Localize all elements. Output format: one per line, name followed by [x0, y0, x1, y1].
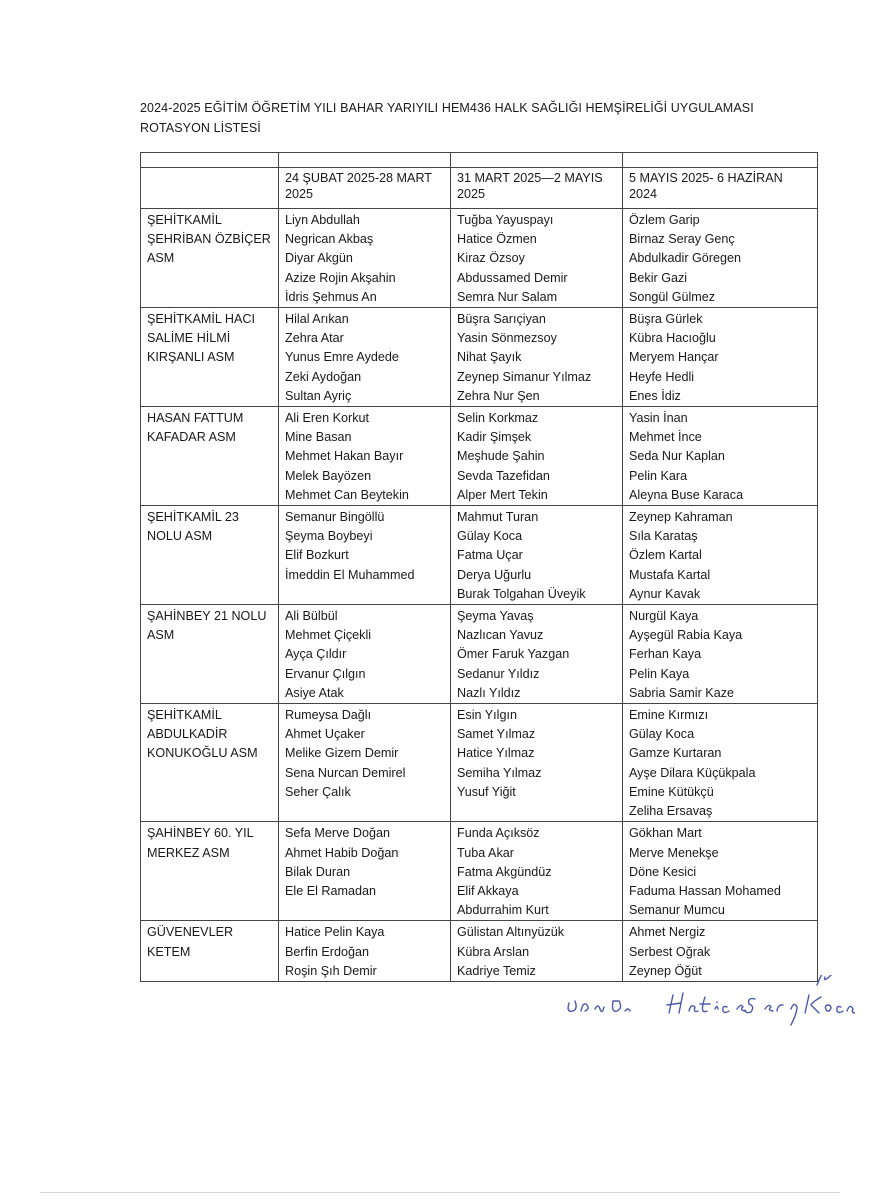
period-3: 5 MAYIS 2025- 6 HAZİRAN 2024 — [623, 168, 818, 209]
health-center-name: GÜVENEVLER KETEM — [141, 921, 279, 982]
student-group-period-2 — [451, 605, 623, 704]
student-group-period-3 — [623, 506, 818, 605]
student-name: Melike Gizem Demir — [285, 746, 399, 761]
student-name: Selin Korkmaz — [457, 411, 539, 426]
student-name: Meryem Hançar — [629, 350, 719, 365]
health-center-name: ŞEHİTKAMİL ABDULKADİR KONUKOĞLU ASM — [141, 704, 279, 822]
student-name: Azize Rojin Akşahin — [285, 270, 396, 285]
center-row — [141, 506, 818, 605]
student-name: Yasin Sönmezsoy — [457, 331, 557, 346]
student-name: Büşra Sarıçiyan — [457, 312, 546, 327]
scan-edge — [40, 1192, 840, 1193]
title-line-2: ROTASYON LİSTESİ — [140, 121, 261, 135]
student-name: Abdulkadir Göregen — [629, 251, 742, 266]
student-group-period-2 — [451, 704, 623, 822]
student-group-period-3 — [623, 822, 818, 921]
health-center-name: ŞAHİNBEY 60. YIL MERKEZ ASM — [141, 822, 279, 921]
student-name: Asiye Atak — [285, 685, 344, 700]
student-name: Elif Bozkurt — [285, 548, 349, 563]
student-name: Sultan Ayriç — [285, 388, 352, 403]
student-name: Fatma Uçar — [457, 548, 523, 563]
student-name: Berfin Erdoğan — [285, 944, 370, 959]
student-name: Gülistan Altınyüzük — [457, 925, 565, 940]
student-name: Sabria Samir Kaze — [629, 685, 734, 700]
student-name: Funda Açıksöz — [457, 826, 540, 841]
document-title — [140, 98, 820, 138]
period-2: 31 MART 2025—2 MAYIS 2025 — [451, 168, 623, 209]
student-name: Aleyna Buse Karaca — [629, 487, 744, 502]
student-name: Özlem Garip — [629, 213, 700, 227]
student-name: Kadriye Temiz — [457, 963, 536, 978]
student-name: Mehmet Hakan Bayır — [285, 449, 404, 464]
student-name: Nihat Şayık — [457, 350, 522, 365]
student-name: Kübra Arslan — [457, 944, 530, 959]
student-name: Sena Nurcan Demirel — [285, 765, 406, 780]
student-name: Zehra Nur Şen — [457, 388, 540, 403]
header-corner — [141, 168, 279, 209]
student-name: Heyfe Hedli — [629, 369, 695, 384]
student-name: Diyar Akgün — [285, 251, 353, 266]
student-group-period-2 — [451, 209, 623, 308]
student-name: Liyn Abdullah — [285, 213, 360, 227]
student-name: Hilal Arıkan — [285, 312, 349, 327]
student-name: Ayşegül Rabia Kaya — [629, 628, 743, 643]
student-name: Esin Yılgın — [457, 708, 517, 723]
student-group-period-1 — [279, 704, 451, 822]
health-center-name: ŞEHİTKAMİL 23 NOLU ASM — [141, 506, 279, 605]
student-name: Mehmet Çiçekli — [285, 628, 372, 643]
student-name: Alper Mert Tekin — [457, 487, 548, 502]
student-name: Melek Bayözen — [285, 468, 372, 483]
student-name: Hatice Pelin Kaya — [285, 925, 385, 940]
student-name: Mahmut Turan — [457, 510, 539, 525]
student-group-period-1 — [279, 308, 451, 407]
health-center-name: HASAN FATTUM KAFADAR ASM — [141, 407, 279, 506]
student-name: Mine Basan — [285, 430, 352, 445]
student-name: Pelin Kara — [629, 468, 688, 483]
student-name: Özlem Kartal — [629, 548, 702, 563]
student-name: Bekir Gazi — [629, 270, 688, 285]
center-row — [141, 308, 818, 407]
student-name: Ahmet Uçaker — [285, 727, 365, 742]
student-group-period-2 — [451, 308, 623, 407]
student-name: Gülay Koca — [457, 529, 523, 544]
student-group-period-3 — [623, 704, 818, 822]
student-group-period-3 — [623, 308, 818, 407]
student-group-period-3 — [623, 605, 818, 704]
student-name: İmeddin El Muhammed — [285, 567, 415, 582]
student-name: Mehmet Can Beytekin — [285, 487, 409, 502]
rotation-table — [140, 152, 818, 982]
student-name: Ahmet Nergiz — [629, 925, 706, 940]
student-name: Kiraz Özsoy — [457, 251, 525, 266]
student-name: Elif Akkaya — [457, 883, 519, 898]
student-name: Sefa Merve Doğan — [285, 826, 391, 841]
student-name: Ali Bülbül — [285, 609, 338, 624]
student-name: Songül Gülmez — [629, 289, 716, 304]
student-name: Seda Nur Kaplan — [629, 449, 725, 464]
student-name: Gamze Kurtaran — [629, 746, 722, 761]
student-name: Samet Yılmaz — [457, 727, 536, 742]
student-name: Yasin İnan — [629, 411, 688, 426]
student-name: Zeynep Öğüt — [629, 963, 702, 978]
student-name: Roşin Şıh Demir — [285, 963, 377, 978]
student-name: Sıla Karataş — [629, 529, 698, 544]
student-name: Pelin Kaya — [629, 666, 690, 681]
student-name: Sevda Tazefidan — [457, 468, 550, 483]
student-name: Seher Çalık — [285, 784, 351, 799]
student-name: Abdurrahim Kurt — [457, 903, 549, 918]
center-row — [141, 704, 818, 822]
student-name: Ahmet Habib Doğan — [285, 845, 399, 860]
student-name: Gökhan Mart — [629, 826, 702, 841]
student-name: Gülay Koca — [629, 727, 695, 742]
student-name: Sedanur Yıldız — [457, 666, 540, 681]
student-group-period-2 — [451, 506, 623, 605]
student-name: Enes İdiz — [629, 388, 681, 403]
signature — [555, 975, 855, 1035]
student-name: Büşra Gürlek — [629, 312, 703, 327]
student-name: Bilak Duran — [285, 864, 351, 879]
student-name: İdris Şehmus An — [285, 289, 377, 304]
student-name: Semanur Bingöllü — [285, 510, 385, 525]
period-1: 24 ŞUBAT 2025-28 MART 2025 — [279, 168, 451, 209]
student-name: Kübra Hacıoğlu — [629, 331, 716, 346]
student-name: Mehmet İnce — [629, 430, 702, 445]
student-name: Zehra Atar — [285, 331, 344, 346]
student-name: Zeliha Ersavaş — [629, 804, 713, 819]
student-name: Zeki Aydoğan — [285, 369, 362, 384]
student-group-period-2 — [451, 921, 623, 982]
student-group-period-1 — [279, 921, 451, 982]
student-name: Ayça Çıldır — [285, 647, 347, 662]
student-name: Merve Menekşe — [629, 845, 719, 860]
health-center-name: ŞEHİTKAMİL ŞEHRİBAN ÖZBİÇER ASM — [141, 209, 279, 308]
student-name: Tuba Akar — [457, 845, 514, 860]
center-row — [141, 605, 818, 704]
student-name: Şeyma Yavaş — [457, 609, 534, 624]
student-name: Semanur Mumcu — [629, 903, 725, 918]
health-center-name: ŞAHİNBEY 21 NOLU ASM — [141, 605, 279, 704]
student-name: Döne Kesici — [629, 864, 697, 879]
student-group-period-3 — [623, 921, 818, 982]
student-name: Ervanur Çılgın — [285, 666, 366, 681]
student-group-period-1 — [279, 209, 451, 308]
student-name: Aynur Kavak — [629, 586, 701, 601]
student-name: Nazlıcan Yavuz — [457, 628, 544, 643]
student-name: Yunus Emre Aydede — [285, 350, 399, 365]
student-group-period-1 — [279, 605, 451, 704]
student-name: Yusuf Yiğit — [457, 784, 516, 799]
student-name: Semra Nur Salam — [457, 289, 558, 304]
student-name: Tuğba Yayuspayı — [457, 213, 554, 227]
student-name: Ali Eren Korkut — [285, 411, 369, 426]
student-name: Negrican Akbaş — [285, 232, 374, 247]
student-name: Derya Uğurlu — [457, 567, 532, 582]
student-name: Serbest Oğrak — [629, 944, 711, 959]
student-name: Fatma Akgündüz — [457, 864, 552, 879]
student-name: Abdussamed Demir — [457, 270, 568, 285]
title-line-1: 2024-2025 EĞİTİM ÖĞRETİM YILI BAHAR YARIYILI HEM436 HALK SAĞLIĞI HEMŞİRELİĞİ UYGULAMASI — [140, 101, 754, 115]
student-name: Faduma Hassan Mohamed — [629, 883, 781, 898]
student-name: Ayşe Dilara Küçükpala — [629, 765, 756, 780]
student-name: Nazlı Yıldız — [457, 685, 521, 700]
center-row — [141, 407, 818, 506]
student-name: Kadir Şimşek — [457, 430, 532, 445]
student-name: Meşhude Şahin — [457, 449, 545, 464]
student-name: Burak Tolgahan Üveyik — [457, 586, 586, 601]
student-name: Zeynep Simanur Yılmaz — [457, 369, 592, 384]
student-group-period-3 — [623, 209, 818, 308]
student-group-period-2 — [451, 822, 623, 921]
student-name: Mustafa Kartal — [629, 567, 711, 582]
student-group-period-1 — [279, 407, 451, 506]
student-name: Ele El Ramadan — [285, 883, 377, 898]
student-name: Semiha Yılmaz — [457, 765, 542, 780]
signature-text: Dr. Öğr. Üyesi Dr. Hatice Serap Koca — [555, 1033, 572, 1034]
student-group-period-3 — [623, 407, 818, 506]
student-name: Emine Kütükçü — [629, 784, 714, 799]
student-name: Ferhan Kaya — [629, 647, 702, 662]
student-name: Birnaz Seray Genç — [629, 232, 735, 247]
period-header-row — [141, 168, 818, 209]
center-row — [141, 822, 818, 921]
student-name: Rumeysa Dağlı — [285, 708, 372, 723]
health-center-name: ŞEHİTKAMİL HACI SALİME HİLMİ KIRŞANLI ASM — [141, 308, 279, 407]
student-name: Hatice Özmen — [457, 232, 537, 247]
student-group-period-1 — [279, 506, 451, 605]
student-group-period-1 — [279, 822, 451, 921]
student-name: Ömer Faruk Yazgan — [457, 647, 570, 662]
student-name: Hatice Yılmaz — [457, 746, 535, 761]
blank-row — [141, 153, 818, 168]
student-name: Şeyma Boybeyi — [285, 529, 373, 544]
student-name: Emine Kırmızı — [629, 708, 709, 723]
center-row — [141, 921, 818, 982]
center-row — [141, 209, 818, 308]
student-name: Nurgül Kaya — [629, 609, 699, 624]
student-group-period-2 — [451, 407, 623, 506]
student-name: Zeynep Kahraman — [629, 510, 733, 525]
